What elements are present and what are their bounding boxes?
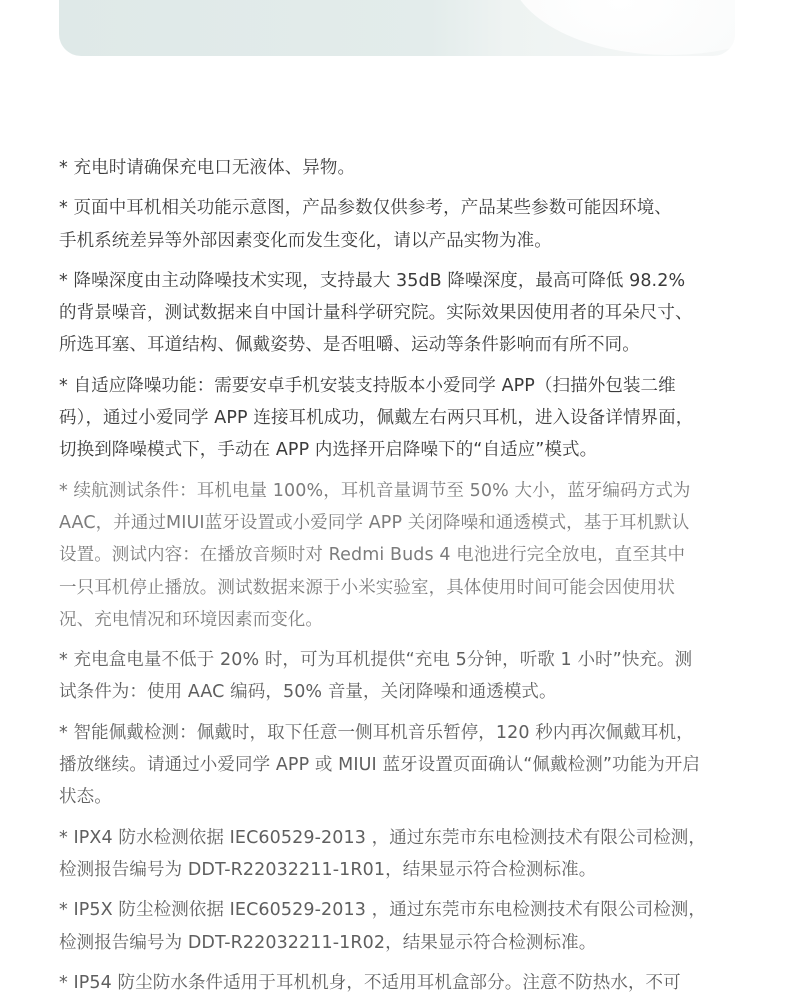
- note-line: * 智能佩戴检测：佩戴时，取下任意一侧耳机音乐暂停，120 秒内再次佩戴耳机，: [59, 722, 694, 743]
- note-line: * 充电时请确保充电口无液体、异物。: [59, 158, 356, 178]
- note-line: 码），通过小爱同学 APP 连接耳机成功，佩戴左右两只耳机，进入设备详情界面，: [59, 408, 694, 429]
- note-line: 检测报告编号为 DDT-R22032211-1R02，结果显示符合检测标准。: [59, 932, 597, 953]
- note-line: * IPX4 防水检测依据 IEC60529-2013 ，通过东莞市东电检测技术有限公司检测，: [59, 827, 706, 848]
- disclaimer-notes: [59, 152, 749, 1007]
- note-line: 检测报告编号为 DDT-R22032211-1R01，结果显示符合检测标准。: [59, 859, 597, 880]
- note-line: 一只耳机停止播放。测试数据来源于小米实验室，具体使用时间可能会因使用状: [59, 577, 675, 598]
- disclaimer-note: [59, 475, 749, 636]
- note-line: * 自适应降噪功能：需要安卓手机安装支持版本小爱同学 APP（扫描外包装二维: [59, 375, 676, 396]
- note-line: 状态。: [59, 787, 112, 808]
- note-line: 的背景噪音，测试数据来自中国计量科学研究院。实际效果因使用者的耳朵尺寸、: [59, 303, 693, 324]
- note-line: 试条件为：使用 AAC 编码，50% 音量，关闭降噪和通透模式。: [59, 682, 557, 703]
- note-line: 况、充电情况和环境因素而变化。: [59, 609, 323, 630]
- disclaimer-note: [59, 370, 749, 467]
- note-line: * 降噪深度由主动降噪技术实现，支持最大 35dB 降噪深度，最高可降低 98.2%: [59, 270, 686, 291]
- disclaimer-note: [59, 717, 749, 814]
- disclaimer-note: [59, 644, 749, 709]
- disclaimer-note: [59, 822, 749, 887]
- product-image-banner: [59, 0, 735, 56]
- note-line: 所选耳塞、耳道结构、佩戴姿势、是否咀嚼、运动等条件影响而有所不同。: [59, 335, 640, 356]
- note-line: 播放继续。请通过小爱同学 APP 或 MIUI 蓝牙设置页面确认“佩戴检测”功能为开启: [59, 755, 700, 776]
- note-line: * 页面中耳机相关功能示意图，产品参数仅供参考，产品某些参数可能因环境、: [59, 198, 672, 219]
- note-line: 设置。测试内容：在播放音频时对 Redmi Buds 4 电池进行完全放电，直至其中: [59, 545, 686, 566]
- note-line: * IP5X 防尘检测依据 IEC60529-2013 ，通过东莞市东电检测技术有限公司检测，: [59, 900, 706, 921]
- disclaimer-note: [59, 192, 749, 257]
- note-line: * 充电盒电量不低于 20% 时，可为耳机提供“充电 5分钟，听歌 1 小时”快充。测: [59, 650, 693, 671]
- disclaimer-note: [59, 265, 749, 362]
- note-line: * 续航测试条件：耳机电量 100%，耳机音量调节至 50% 大小，蓝牙编码方式为: [59, 480, 691, 501]
- earbud-case-image: [509, 0, 735, 55]
- disclaimer-note: [59, 967, 749, 999]
- note-line: * IP54 防尘防水条件适用于耳机机身，不适用耳机盒部分。注意不防热水，不可: [59, 972, 681, 993]
- note-line: 手机系统差异等外部因素变化而发生变化，请以产品实物为准。: [59, 230, 552, 251]
- note-line: AAC，并通过MIUI蓝牙设置或小爱同学 APP 关闭降噪和通透模式，基于耳机默认: [59, 512, 690, 533]
- disclaimer-note: [59, 152, 749, 184]
- note-line: 切换到降噪模式下，手动在 APP 内选择开启降噪下的“自适应”模式。: [59, 440, 598, 461]
- disclaimer-note: [59, 894, 749, 959]
